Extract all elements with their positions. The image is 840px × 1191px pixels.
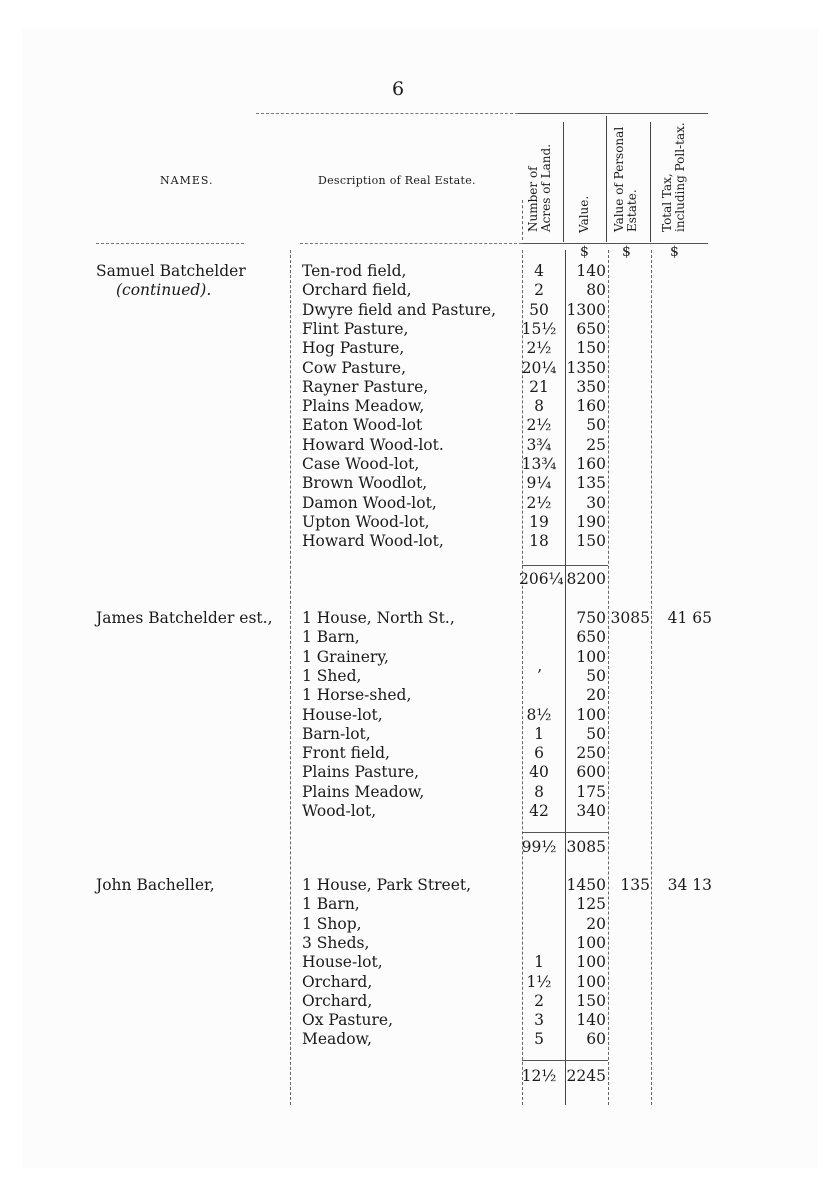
description-cell: Hog Pasture,	[302, 339, 405, 358]
total-value: 8200	[566, 570, 606, 588]
description-cell: House-lot,	[302, 705, 383, 724]
value-cell: 50	[586, 724, 606, 743]
description-cell: 1 Shop,	[302, 914, 362, 933]
total-acres: 12½	[521, 1067, 557, 1085]
table-row	[0, 416, 840, 435]
description-cell: Rayner Pasture,	[302, 377, 429, 396]
value-currency-symbol: $	[580, 244, 589, 260]
description-cell: Eaton Wood-lot	[302, 416, 423, 435]
description-cell: 1 Grainery,	[302, 647, 389, 666]
table-row	[0, 494, 840, 513]
table-row	[0, 686, 840, 705]
table-row	[0, 876, 840, 895]
value-cell: 600	[576, 763, 606, 782]
description-cell: 1 House, North St.,	[302, 609, 455, 627]
description-cell: House-lot,	[302, 953, 383, 972]
acres-cell: 1½	[526, 972, 552, 991]
acres-cell: 4	[534, 262, 544, 280]
acres-cell: 1	[534, 724, 544, 743]
description-cell: 3 Sheds,	[302, 933, 370, 952]
description-cell: 1 Horse-shed,	[302, 686, 412, 705]
acres-cell: 18	[529, 532, 549, 551]
acres-cell: 20¼	[521, 358, 557, 377]
value-cell: 250	[576, 744, 606, 763]
subtotal-rule	[522, 565, 608, 566]
header-bottom-rule-names	[96, 243, 244, 244]
header-bottom-rule-desc	[300, 243, 522, 244]
value-cell: 350	[576, 377, 606, 396]
tax-currency-symbol: $	[670, 244, 679, 260]
total-value: 3085	[566, 838, 606, 856]
description-cell: Orchard,	[302, 972, 373, 991]
header-vrule-2	[563, 122, 564, 242]
value-cell: 160	[576, 397, 606, 416]
owner-name: James Batchelder est.,	[96, 609, 273, 627]
description-column-header: Description of Real Estate.	[318, 174, 476, 187]
description-cell: Case Wood-lot,	[302, 455, 420, 473]
table-row	[0, 783, 840, 802]
description-cell: 1 Barn,	[302, 628, 360, 647]
description-cell: Meadow,	[302, 1030, 372, 1049]
value-cell: 20	[586, 914, 606, 933]
acres-cell: 40	[529, 763, 549, 782]
value-cell: 60	[586, 1030, 606, 1049]
table-row	[0, 934, 840, 953]
acres-cell: 50	[529, 300, 549, 319]
table-row	[0, 262, 840, 281]
personal-estate-value: 3085	[610, 609, 650, 627]
table-row	[0, 667, 840, 686]
acres-column-header	[527, 112, 553, 232]
table-row	[0, 706, 840, 725]
personal-column-header	[613, 120, 639, 232]
continued-note: (continued).	[116, 281, 212, 299]
description-cell: Howard Wood-lot.	[302, 435, 444, 454]
subtotal-row	[0, 570, 840, 589]
acres-cell: 42	[529, 802, 549, 820]
acres-cell: 2½	[526, 493, 552, 512]
value-cell: 650	[576, 319, 606, 338]
value-cell: 1350	[566, 358, 606, 377]
value-cell: 190	[576, 512, 606, 531]
description-cell: Dwyre field and Pasture,	[302, 300, 496, 319]
table-row	[0, 339, 840, 358]
description-cell: 1 Shed,	[302, 666, 362, 685]
total-tax-value: 34 13	[667, 876, 712, 894]
value-cell: 650	[576, 628, 606, 647]
table-row	[0, 992, 840, 1011]
acres-cell: 9¼	[526, 474, 552, 493]
value-cell: 340	[576, 802, 606, 820]
description-cell: Wood-lot,	[302, 802, 377, 820]
subtotal-rule	[522, 832, 608, 833]
total-acres: 99½	[521, 838, 557, 856]
table-row	[0, 953, 840, 972]
header-bottom-rule-cols	[522, 243, 708, 244]
table-row	[0, 474, 840, 493]
description-cell: Plains Pasture,	[302, 763, 420, 782]
value-cell: 100	[576, 953, 606, 972]
table-row	[0, 1011, 840, 1030]
acres-cell: 3	[534, 1011, 544, 1030]
header-vrule-4	[650, 122, 651, 242]
table-row	[0, 915, 840, 934]
acres-cell: 19	[529, 512, 549, 531]
description-cell: Howard Wood-lot,	[302, 532, 444, 551]
total-acres: 206¼	[519, 570, 564, 588]
acres-cell: 8½	[526, 705, 552, 724]
value-cell: 100	[576, 705, 606, 724]
total-tax-header-text: Total Tax, including Poll-tax.	[660, 122, 687, 232]
value-cell: 100	[576, 972, 606, 991]
value-cell: 140	[576, 262, 606, 280]
subtotal-rule	[522, 1060, 608, 1061]
owner-name: Samuel Batchelder	[96, 262, 246, 280]
value-cell: 1450	[566, 876, 606, 894]
table-row	[0, 281, 840, 300]
total-tax-value: 41 65	[667, 609, 712, 627]
description-cell: Cow Pasture,	[302, 358, 407, 377]
table-row	[0, 763, 840, 782]
description-cell: 1 Barn,	[302, 895, 360, 914]
description-cell: Ox Pasture,	[302, 1011, 394, 1030]
description-cell: 1 House, Park Street,	[302, 876, 472, 894]
value-cell: 125	[576, 895, 606, 914]
value-cell: 135	[576, 474, 606, 493]
acres-cell: 1	[534, 953, 544, 972]
subtotal-row	[0, 838, 840, 857]
table-row	[0, 532, 840, 551]
table-row	[0, 609, 840, 628]
table-row	[0, 301, 840, 320]
value-cell: 80	[586, 281, 606, 300]
acres-cell: 2½	[526, 339, 552, 358]
acres-cell: ʼ	[536, 666, 542, 685]
owner-name: John Bacheller,	[96, 876, 215, 894]
table-row	[0, 359, 840, 378]
table-row	[0, 725, 840, 744]
value-cell: 150	[576, 532, 606, 551]
acres-header-text: Number of Acres of Land.	[526, 143, 553, 232]
value-cell: 750	[576, 609, 606, 627]
table-row	[0, 436, 840, 455]
acres-cell: 8	[534, 782, 544, 801]
table-row	[0, 1030, 840, 1049]
description-cell: Damon Wood-lot,	[302, 493, 437, 512]
value-cell: 140	[576, 1011, 606, 1030]
acres-cell: 2	[534, 991, 544, 1010]
table-row	[0, 513, 840, 532]
table-row	[0, 895, 840, 914]
acres-cell: 2½	[526, 416, 552, 435]
value-cell: 50	[586, 666, 606, 685]
value-cell: 1300	[566, 300, 606, 319]
table-row	[0, 973, 840, 992]
description-cell: Front field,	[302, 744, 390, 763]
value-cell: 50	[586, 416, 606, 435]
description-cell: Brown Woodlot,	[302, 474, 428, 493]
subtotal-row	[0, 1067, 840, 1086]
description-cell: Ten-rod field,	[302, 262, 407, 280]
table-row	[0, 320, 840, 339]
table-row	[0, 378, 840, 397]
value-cell: 150	[576, 339, 606, 358]
acres-cell: 2	[534, 281, 544, 300]
description-cell: Orchard,	[302, 991, 373, 1010]
value-cell: 100	[576, 933, 606, 952]
personal-currency-symbol: $	[622, 244, 631, 260]
page-number: 6	[392, 78, 405, 100]
personal-estate-value: 135	[620, 876, 650, 894]
acres-cell: 15½	[521, 319, 557, 338]
description-cell: Plains Meadow,	[302, 397, 425, 416]
table-row	[0, 744, 840, 763]
table-row	[0, 802, 840, 821]
header-top-rule	[256, 113, 518, 114]
header-vrule-3	[606, 116, 607, 242]
names-column-header: NAMES.	[160, 174, 214, 187]
value-cell: 175	[576, 782, 606, 801]
value-column-header: Value.	[577, 195, 591, 233]
description-cell: Upton Wood-lot,	[302, 512, 430, 531]
value-cell: 20	[586, 686, 606, 705]
description-cell: Plains Meadow,	[302, 782, 425, 801]
value-cell: 100	[576, 647, 606, 666]
acres-cell: 13¾	[521, 455, 557, 473]
header-vrule-1	[522, 200, 523, 240]
table-row	[0, 648, 840, 667]
acres-cell: 5	[534, 1030, 544, 1049]
description-cell: Barn-lot,	[302, 724, 371, 743]
value-cell: 150	[576, 991, 606, 1010]
personal-header-text: Value of Personal Estate.	[612, 126, 639, 232]
value-cell: 160	[576, 455, 606, 473]
table-row	[0, 455, 840, 474]
value-cell: 25	[586, 435, 606, 454]
table-row	[0, 628, 840, 647]
description-cell: Orchard field,	[302, 281, 412, 300]
acres-cell: 6	[534, 744, 544, 763]
description-cell: Flint Pasture,	[302, 319, 409, 338]
total-tax-column-header	[661, 114, 687, 232]
total-value: 2245	[566, 1067, 606, 1085]
acres-cell: 8	[534, 397, 544, 416]
value-cell: 30	[586, 493, 606, 512]
acres-cell: 3¾	[526, 435, 552, 454]
acres-cell: 21	[529, 377, 549, 396]
table-row	[0, 397, 840, 416]
